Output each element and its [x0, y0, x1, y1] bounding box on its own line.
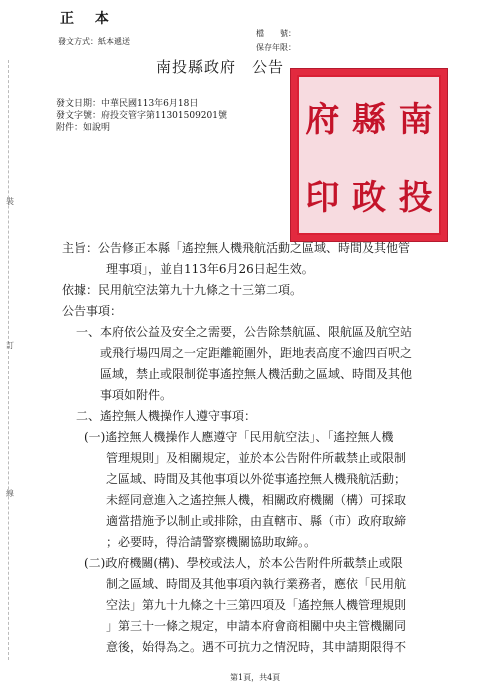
seal-char: 縣 — [351, 99, 386, 140]
binding-line — [8, 60, 9, 660]
seal-char: 府 — [305, 99, 340, 140]
binding-mark-bottom: 線 — [6, 489, 14, 498]
body-line: 公告事項： — [62, 304, 123, 318]
body-line: 管理規則」及相關規定，並於本公告附件所載禁止或限制 — [106, 451, 407, 465]
retention-period: 保存年限： — [256, 43, 296, 52]
body-line: 」第三十一條之規定，申請本府會商相關中央主管機關同 — [106, 619, 407, 633]
body-line: 制之區域、時間及其他事項內執行業務者，應依「民用航 — [106, 577, 407, 591]
page-number: 第1頁，共4頁 — [230, 673, 281, 682]
body-line: 理事項」，並自113年6月26日起生效。 — [106, 262, 314, 276]
body-line: 空法」第九十九條之十三第四項及「遙控無人機管理規則 — [106, 598, 407, 612]
body-line: 之區域、時間及其他事項以外從事遙控無人機飛航活動； — [106, 472, 407, 486]
body-line: 未經同意進入之遙控無人機，相關政府機關（構）可採取 — [106, 493, 407, 507]
document-title: 南投縣政府 公告 — [156, 58, 285, 76]
seal-char: 印 — [305, 177, 340, 218]
body-line: 依據：民用航空法第九十九條之十三第二項。 — [62, 283, 303, 297]
copy-label: 正 本 — [60, 11, 117, 27]
binding-mark-top: 裝 — [6, 197, 14, 206]
issue-date: 發文日期：中華民國113年6月18日 — [56, 99, 199, 109]
attachment-note: 附件：如說明 — [56, 123, 111, 133]
body-line: 或飛行場四周之一定距離範圍外，距地表高度不逾四百呎之 — [100, 346, 413, 360]
body-line: 適當措施予以制止或排除，由直轄市、縣（市）政府取締 — [106, 514, 407, 528]
body-line: (二)政府機關(構)、學校或法人，於本公告附件所載禁止或限 — [84, 556, 403, 570]
body-line: 一、本府依公益及安全之需要，公告除禁航區、限航區及航空站 — [76, 325, 413, 339]
body-line: 意後，始得為之。遇不可抗力之情況時，其申請期限得不 — [106, 640, 407, 654]
seal-char: 投 — [398, 177, 433, 218]
document-number: 發文字號：府投交管字第1130150920​1號 — [56, 111, 227, 121]
body-line: 事項如附件。 — [100, 388, 173, 402]
archive-number: 檔 號： — [256, 29, 296, 38]
binding-mark-middle: 訂 — [6, 341, 14, 350]
send-method: 發文方式：紙本遞送 — [58, 37, 130, 46]
body-line: ；必要時，得洽請警察機關協助取締。。 — [106, 535, 317, 549]
body-line: 二、遙控無人機操作人遵守事項： — [76, 409, 257, 423]
body-line: (一)遙控無人機操作人應遵守「民用航空法」、「遙控無人機 — [84, 430, 394, 444]
seal-char: 政 — [351, 177, 386, 218]
body-line: 區域，禁止或限制從事遙控無人機活動之區域、時間及其他 — [100, 367, 413, 381]
seal-char: 南 — [398, 99, 433, 140]
body-line: 主旨：公告修正本縣「遙控無人機飛航活動之區域、時間及其他管 — [62, 241, 411, 255]
official-seal — [290, 68, 448, 242]
